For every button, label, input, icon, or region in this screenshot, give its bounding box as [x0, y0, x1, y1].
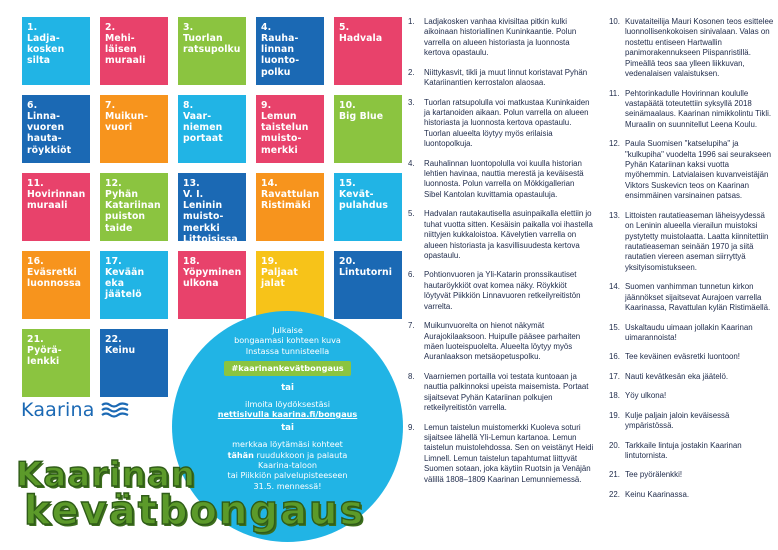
tile-7[interactable]: [100, 95, 168, 163]
list-item: [408, 98, 594, 150]
tile-4[interactable]: [256, 17, 324, 85]
tile-19[interactable]: [256, 251, 324, 319]
headline-line-1: Kaarinan: [16, 455, 197, 495]
list-item-text: Tee keväinen eväsretki luontoon!: [625, 352, 740, 362]
tile-15[interactable]: [334, 173, 402, 241]
tile-number: 19.: [261, 256, 278, 267]
list-item-number: 12.: [609, 139, 620, 149]
tile-number: 14.: [261, 178, 278, 189]
tile-16[interactable]: [22, 251, 90, 319]
tile-label: Vaar- niemen portaat: [183, 111, 223, 145]
list-item-text: Nauti kevätkesän eka jäätelö.: [625, 371, 729, 381]
tile-label: Ladja- kosken silta: [27, 33, 65, 67]
tile-number: 5.: [339, 22, 350, 33]
tile-1[interactable]: [22, 17, 90, 85]
list-item-number: 20.: [609, 440, 620, 450]
list-item-number: 19.: [609, 410, 620, 420]
tile-number: 2.: [105, 22, 116, 33]
tile-label: Big Blue: [339, 111, 384, 123]
bubble-end-5: 31.5. mennessä!: [253, 480, 322, 491]
list-item: [609, 139, 775, 202]
list-item: [609, 282, 775, 313]
tile-9[interactable]: [256, 95, 324, 163]
tile-number: 18.: [183, 256, 200, 267]
tile-21[interactable]: [22, 329, 90, 397]
tile-number: 16.: [27, 256, 44, 267]
list-item-text: Hadvalan rautakautisella asuinpaikalla elettiin jo tuhat vuotta sitten. Kesäisin paikalla voi ihastella niittyjen kukkaloistoa. Kävelytien varrella on alueen historiasta ja kasvillisuudesta kertova opastaulu.: [424, 209, 593, 261]
kaarina-logo: [21, 399, 129, 421]
list-item-text: Vaarniemen portailla voi testata kuntoaan ja nauttia palkinnoksi upeista maisemista. Portaat sijaitsevat Pyhän Katariinan polkujen retkeilyreitistön varrella.: [424, 371, 589, 413]
tile-label: Pyhän Katariinan puiston taide: [105, 189, 161, 234]
list-item-number: 11.: [609, 88, 620, 98]
tile-10[interactable]: [334, 95, 402, 163]
tile-label: Hovirinnan muraali: [27, 189, 86, 212]
list-item-text: Muikunvuorelta on hienot näkymät Aurajokilaaksoon. Huipulle pääsee parhaiten mäen luoteispuolelta. Alueelta löytyy myös Auranlaakson metsäopetuspolku.: [424, 321, 581, 362]
list-item-text: Tuorlan ratsupolulla voi matkustaa Kuninkaiden ja kartanoiden aikaan. Polun varrella on alueen historiasta ja luonnosta kertova opastaulu. Tuorlan alueelta löytyy myös erilaisia luontopolkuja.: [424, 97, 590, 149]
tile-2[interactable]: [100, 17, 168, 85]
list-item-text: Yöy ulkona!: [625, 391, 667, 401]
list-item: [609, 391, 775, 401]
list-item: [408, 68, 594, 89]
list-item: [408, 270, 594, 312]
list-item-number: 3.: [408, 97, 415, 107]
bubble-intro-2: bongaamasi kohteen kuva: [234, 335, 341, 346]
tile-number: 21.: [27, 334, 44, 345]
tile-number: 6.: [27, 100, 38, 111]
list-item-text: Tee pyörälenkki!: [625, 470, 683, 480]
tile-number: 9.: [261, 100, 272, 111]
list-item-text: Kulje paljain jaloin keväisessä ympäristössä.: [625, 410, 730, 431]
list-item: [408, 209, 594, 261]
bubble-end-4: tai Piikkiön palvelupisteeseen: [227, 470, 348, 481]
tile-number: 8.: [183, 100, 194, 111]
bubble-end-3: Kaarina-taloon: [257, 460, 318, 471]
tile-label: Rauha- linnan luonto- polku: [261, 33, 300, 78]
list-item-text: Kuvataiteilija Mauri Kosonen teos esittelee luonnollisenkokoisen sinivalaan. Valas on nostettu entiseen Hartwallin panimorakennukseen Piispanristillä. Pimeällä teos saa ylleen liikkuvan, vedenalaisen valaistuksen.: [625, 17, 774, 79]
list-item: [408, 372, 594, 414]
list-item-number: 9.: [408, 422, 415, 432]
list-item-number: 21.: [609, 470, 620, 480]
tile-label: Lemun taistelun muisto- merkki: [261, 111, 309, 156]
tile-3[interactable]: [178, 17, 246, 85]
description-list-col-1: [408, 17, 594, 494]
bubble-end-2-bold: tähän: [227, 449, 254, 460]
list-item-text: Ladjakosken vanhaa kivisiltaa pitkin kulki aikoinaan historiallinen Kuninkaantie. Polun varrella on alueen historiasta ja luonnosta kertova opastaulu.: [424, 17, 577, 58]
tile-12[interactable]: [100, 173, 168, 241]
logo-text: Kaarina: [21, 399, 95, 421]
tile-5[interactable]: [334, 17, 402, 85]
tile-label: Paljaat jalat: [261, 267, 298, 290]
list-item-text: Keinu Kaarinassa.: [625, 489, 690, 499]
bubble-intro-1: Julkaise: [272, 325, 303, 335]
list-item: [609, 490, 775, 500]
list-item: [609, 352, 775, 362]
list-item: [609, 470, 775, 480]
list-item-text: Littoisten rautatieaseman läheisyydessä on Leninin alueella vierailun muistoksi pystytetty muistolaatta. Laatta kiinnitettiin rautatieaseman seinään 1970 ja siitä rautatien viereen aseman siirryttyä yksityisomistukseen.: [625, 210, 769, 272]
tile-number: 13.: [183, 178, 200, 189]
list-item-text: Niittykasvit, tikli ja muut linnut koristavat Pyhän Katariinantien kerrostalon alaosaa.: [424, 67, 588, 88]
list-item: [609, 441, 775, 462]
list-item-number: 1.: [408, 17, 415, 26]
tile-label: Keinu: [105, 345, 136, 357]
tile-number: 4.: [261, 22, 272, 33]
tile-11[interactable]: [22, 173, 90, 241]
tile-label: Kevään eka jäätelö: [105, 267, 145, 301]
tile-number: 1.: [27, 22, 38, 33]
list-item-text: Tarkkaile lintuja jostakin Kaarinan lintutornista.: [625, 440, 742, 460]
list-item: [408, 17, 594, 59]
tile-number: 3.: [183, 22, 194, 33]
list-item: [609, 372, 775, 382]
tile-6[interactable]: [22, 95, 90, 163]
list-item: [609, 17, 775, 80]
description-list-col-2: [609, 17, 775, 509]
tile-22[interactable]: [100, 329, 168, 397]
list-item: [408, 321, 594, 363]
list-item: [609, 89, 775, 131]
list-item-number: 15.: [609, 322, 620, 332]
tile-17[interactable]: [100, 251, 168, 319]
list-item: [408, 159, 594, 201]
bongaus-link[interactable]: nettisivulla kaarina.fi/bongaus: [217, 408, 358, 419]
list-item-number: 8.: [408, 371, 415, 381]
tile-number: 11.: [27, 178, 44, 189]
tile-13[interactable]: [178, 173, 246, 245]
list-item: [609, 411, 775, 432]
list-item: [408, 423, 594, 486]
tile-label: Eväsretki luonnossa: [27, 267, 82, 290]
list-item-number: 6.: [408, 270, 415, 280]
tile-number: 17.: [105, 256, 122, 267]
bubble-or-2: tai: [281, 423, 294, 434]
list-item: [609, 323, 775, 344]
tile-label: Linna- vuoren hauta- röykkiöt: [27, 111, 72, 156]
tile-label: V. I. Leninin muisto- merkki Littoisissa: [183, 189, 238, 245]
tile-label: Hadvala: [339, 33, 383, 45]
bubble-end-2-rest: ruudukkoon ja palauta: [253, 449, 348, 460]
tile-number: 10.: [339, 100, 356, 111]
tile-number: 22.: [105, 334, 122, 345]
headline-line-2: kevätbongaus: [24, 488, 366, 534]
tile-label: Ravattulan Ristimäki: [261, 189, 320, 212]
list-item-number: 16.: [609, 352, 620, 362]
tile-label: Mehi- läisen muraali: [105, 33, 146, 67]
tile-label: Tuorlan ratsupolku: [183, 33, 241, 56]
waves-icon: [101, 401, 129, 419]
list-item-text: Pehtorinkadulle Hovirinnan koululle vastapäätä toteutettiin syksyllä 2018 seinämaalaus. Kaarinan nimikkolintu Tikli. Muraalin on suunnitellut Leena Koulu.: [625, 88, 772, 129]
tile-number: 12.: [105, 178, 122, 189]
list-item: [609, 211, 775, 274]
list-item-number: 14.: [609, 282, 620, 292]
list-item-number: 18.: [609, 391, 620, 401]
list-item-number: 7.: [408, 321, 415, 331]
list-item-number: 17.: [609, 371, 620, 381]
list-item-text: Suomen vanhimman tunnetun kirkon jäännökset sijaitsevat Aurajoen varrella Kaarinassa, Ravattulan kylän Ristimäellä.: [625, 282, 771, 313]
tile-number: 20.: [339, 256, 356, 267]
list-item-number: 22.: [609, 489, 620, 499]
bubble-end-1: merkkaa löytämäsi kohteet: [232, 439, 343, 450]
list-item-text: Paula Suomisen "katselupiha" ja "kulkupiha" vuodelta 1996 sai seurakseen Pyhän Katariinan kaksi vuotta myöhemmin. Latvialaisen kuvanveistäjän Viktors Suskevicn teos on Kaarinan ensimmäinen varsinainen patsas.: [625, 139, 771, 201]
tile-label: Muikun- vuori: [105, 111, 149, 134]
list-item-text: Rauhalinnan luontopolulla voi kuulla historian lehtien havinaa, nauttia merestä ja keväisestä luonnosta. Polun varrella on Mökkigallerian Sibel Kantolan kuvittamia opastauluja.: [424, 158, 584, 199]
list-item-number: 2.: [408, 67, 415, 77]
list-item-text: Uskaltaudu uimaan jollakin Kaarinan uimarannoista!: [625, 322, 753, 342]
list-item-number: 13.: [609, 210, 620, 220]
list-item-text: Pohtionvuoren ja Yli-Katarin pronssikautiset hautaröykkiöt ovat komea näky. Röykkiöt löytyvät Piikkiön Linnavuoren retkeilyreitistön varrelta.: [424, 270, 581, 311]
tile-14[interactable]: [256, 173, 324, 241]
tile-label: Lintutorni: [339, 267, 393, 279]
tile-number: 15.: [339, 178, 356, 189]
tile-18[interactable]: [178, 251, 246, 319]
list-item-number: 10.: [609, 17, 620, 26]
tile-label: Yöpyminen ulkona: [183, 267, 242, 290]
tile-label: Kevät- pulahdus: [339, 189, 388, 212]
bubble-intro-3: Instassa tunnisteella: [245, 345, 330, 356]
list-item-text: Lemun taistelun muistomerkki Kuoleva soturi sijaitsee lähellä Yli-Lemun kartanoa. Lemun taistelun muistolehdossa. Sen on veistänyt Heidi Limnell. Lemun taistelun tapahtumat liittyvät Suomen sotaan, joka käytiin Ruotsin ja Venäjän välillä 1808–1809 Kaarinan Lemunniemessä.: [424, 422, 594, 484]
list-item-number: 4.: [408, 158, 415, 168]
bubble-or-1: tai: [281, 382, 294, 393]
tile-number: 7.: [105, 100, 116, 111]
tile-20[interactable]: [334, 251, 402, 319]
tile-8[interactable]: [178, 95, 246, 163]
bubble-end-2: [198, 450, 377, 460]
hashtag-badge[interactable]: #kaarinankevätbongaus: [224, 361, 350, 376]
tile-label: Pyörä- lenkki: [27, 345, 62, 368]
list-item-number: 5.: [408, 209, 415, 219]
bubble-mid-1: ilmoita löydöksestäsi: [244, 398, 331, 409]
